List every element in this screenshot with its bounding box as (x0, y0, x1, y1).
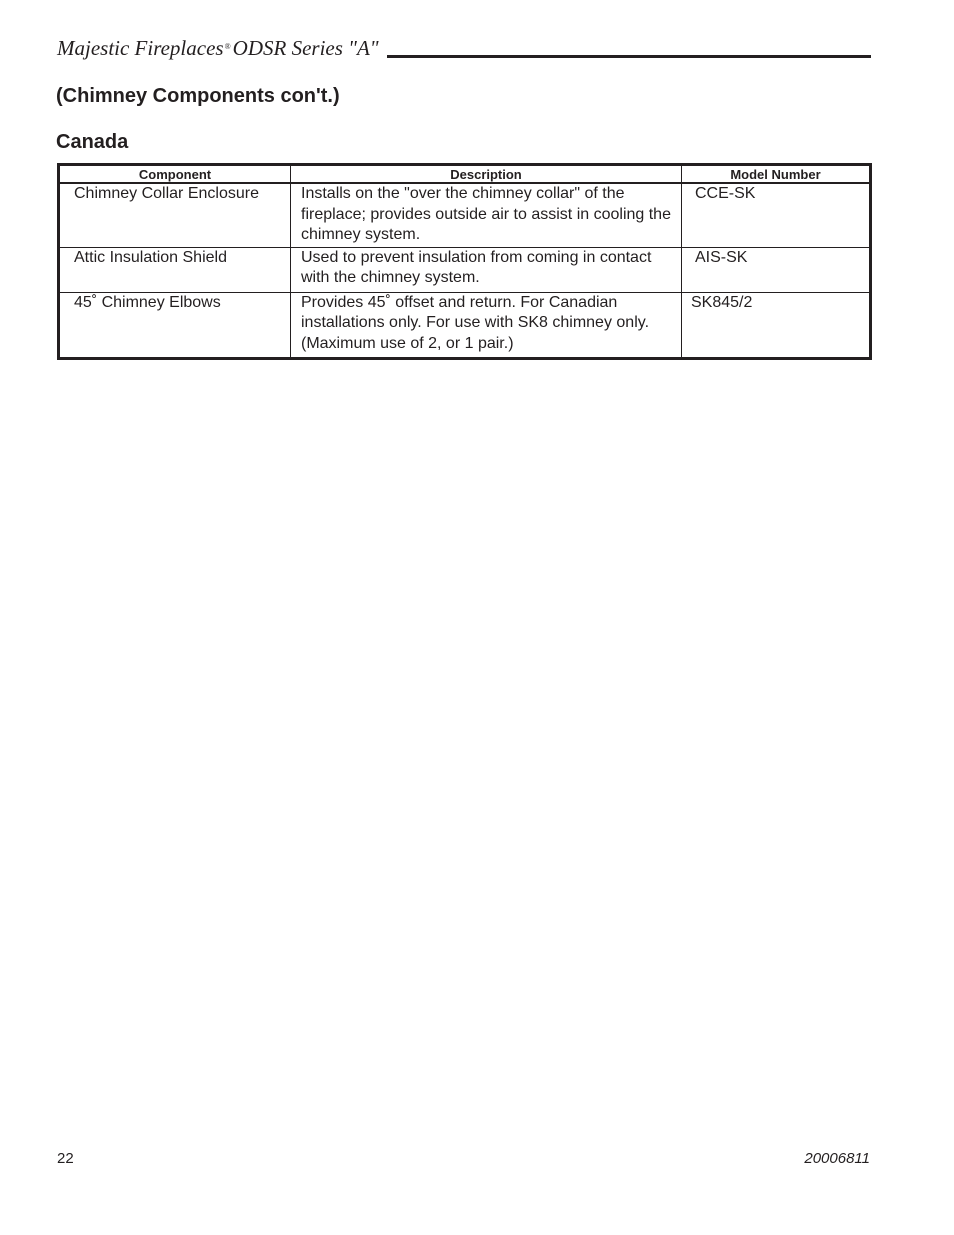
cell-model-number (682, 183, 871, 247)
cell-description: Used to prevent insulation from coming in contact with the chimney system. (291, 247, 682, 292)
column-header-model-number: Model Number (682, 165, 871, 184)
model-number-text: SK845/2 (691, 293, 753, 311)
cell-component: Chimney Collar Enclosure (59, 183, 291, 247)
cell-component: Attic Insulation Shield (59, 247, 291, 292)
table-row (59, 183, 871, 247)
components-table (57, 163, 872, 360)
document-number: 20006811 (804, 1150, 870, 1167)
page-number: 22 (57, 1150, 74, 1167)
header-title (57, 38, 379, 64)
header-brand: Majestic Fireplaces (57, 36, 224, 60)
cell-description: Installs on the "over the chimney collar" of the fireplace; provides outside air to assist in cooling the chimney system. (291, 183, 682, 247)
table-header-row (59, 165, 871, 184)
table-row (59, 292, 871, 358)
cell-description: Provides 45˚ offset and return. For Canadian installations only. For use with SK8 chimney only. (Maximum use of 2, or 1 pair.) (291, 292, 682, 358)
header-rule (387, 55, 871, 58)
cell-component: 45˚ Chimney Elbows (59, 292, 291, 358)
section-title: (Chimney Components con't.) (56, 85, 340, 107)
running-header (57, 34, 871, 64)
cell-model-number (682, 247, 871, 292)
subsection-title: Canada (56, 131, 129, 153)
header-series: ODSR Series "A" (232, 36, 379, 60)
table-row (59, 247, 871, 292)
cell-model-number (682, 292, 871, 358)
column-header-component: Component (59, 165, 291, 184)
model-number-text: CCE-SK (695, 185, 756, 202)
column-header-description: Description (291, 165, 682, 184)
registered-mark: ® (224, 42, 231, 51)
model-number-text: AIS-SK (695, 248, 748, 266)
